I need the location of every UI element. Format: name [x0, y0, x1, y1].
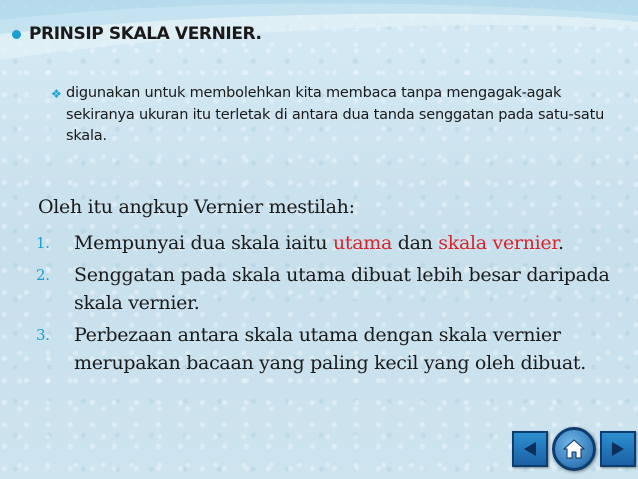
home-icon: [562, 437, 586, 461]
numbered-list: [0, 229, 620, 381]
item-text: Senggatan pada skala utama dibuat lebih besar daripada skala vernier.: [74, 263, 610, 314]
list-number: 2.: [36, 265, 50, 284]
list-number: 3.: [36, 325, 50, 344]
previous-slide-button[interactable]: [512, 431, 548, 467]
list-number: 1.: [36, 234, 50, 252]
bullet-dot-icon: [12, 30, 21, 39]
list-item: [0, 261, 620, 318]
home-button[interactable]: [552, 427, 596, 471]
heading-text: PRINSIP SKALA VERNIER.: [29, 24, 262, 44]
next-slide-button[interactable]: [600, 431, 636, 467]
highlight-skala-vernier: skala vernier: [438, 232, 559, 254]
list-item: [0, 229, 620, 258]
item-text: .: [558, 232, 564, 254]
intro-text: Oleh itu angkup Vernier mestilah:: [38, 196, 355, 218]
item-text: Mempunyai dua skala iaitu: [74, 232, 333, 254]
triangle-left-icon: [520, 439, 540, 459]
highlight-utama: utama: [332, 232, 392, 254]
item-text: dan: [391, 232, 439, 254]
triangle-right-icon: [608, 439, 628, 459]
item-text: Perbezaan antara skala utama dengan skala vernier merupakan bacaan yang paling kecil yang oleh dibuat.: [74, 323, 587, 374]
list-item: [0, 321, 620, 378]
slide-heading: [12, 24, 262, 44]
sub-point-text: digunakan untuk membolehkan kita membaca tanpa mengagak-agak sekiranya ukuran itu terletak di antara dua tanda senggatan pada satu-satu skala.: [66, 85, 605, 144]
slide-navigation: [512, 427, 636, 471]
diamond-bullet-icon: ❖: [51, 87, 62, 101]
sub-point: [51, 83, 606, 148]
